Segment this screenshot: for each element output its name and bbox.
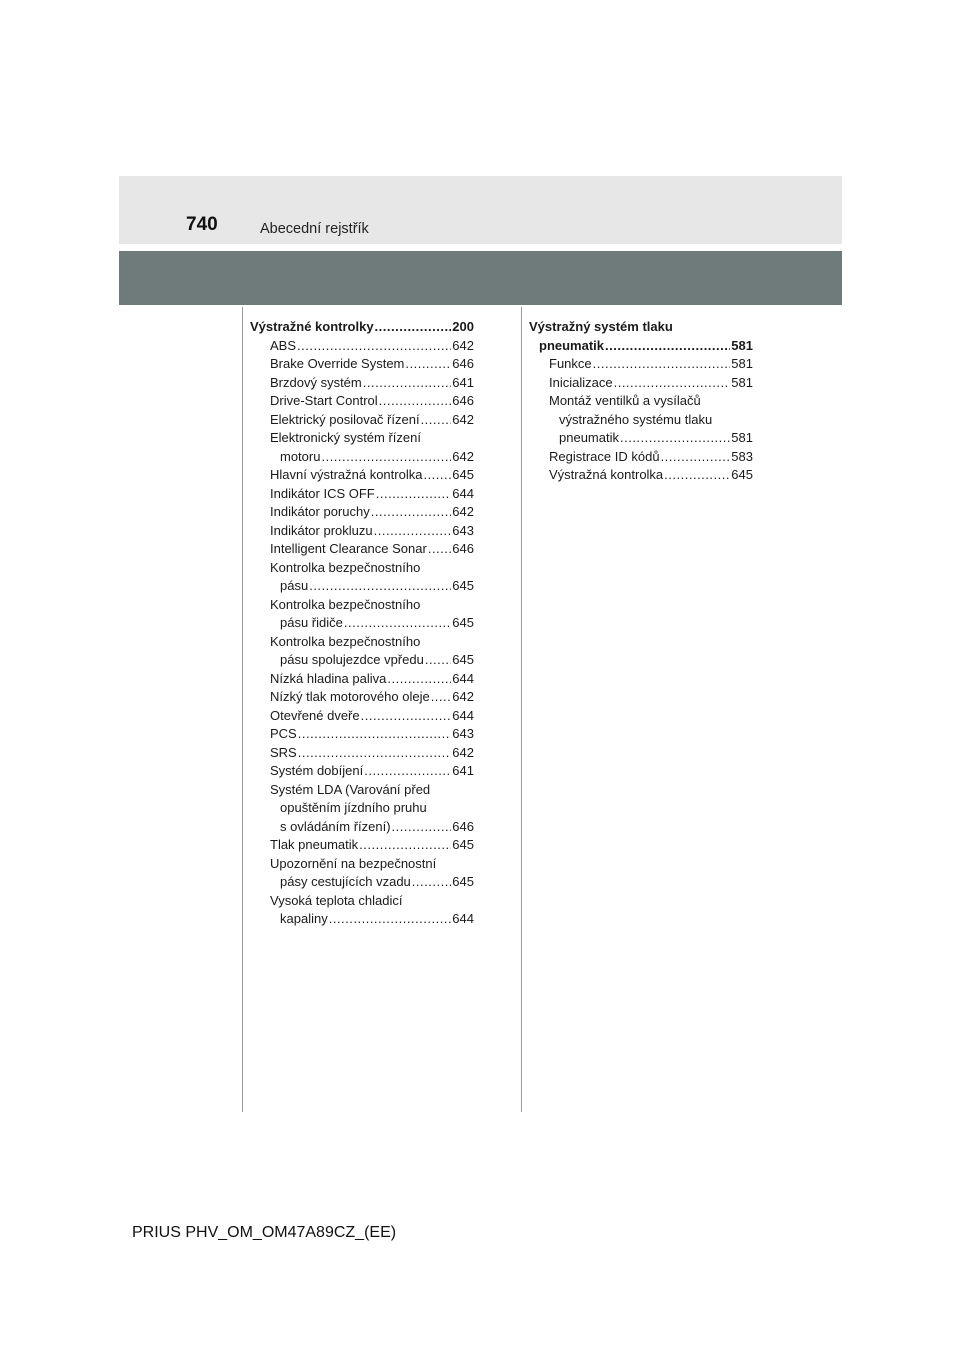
index-entry-text: Výstražná kontrolka: [549, 467, 664, 482]
leader-dots: [431, 688, 452, 707]
index-column-2: [529, 318, 753, 485]
leader-dots: [297, 337, 451, 356]
index-entry-page: 581: [731, 374, 753, 390]
index-entry: [250, 355, 474, 374]
index-entry: [529, 374, 753, 393]
index-entry: [250, 411, 474, 430]
leader-dots: [428, 540, 451, 559]
index-entry-text: Brzdový systém: [270, 374, 362, 390]
index-entry-text: Nízký tlak motorového oleje: [270, 689, 430, 704]
index-entry-text: ABS: [270, 337, 297, 353]
index-entry-text: Upozornění na bezpečnostní: [270, 855, 437, 871]
index-entry-page: 645: [452, 874, 474, 889]
index-entry-page: 642: [452, 411, 474, 427]
index-entry-text: kapaliny: [280, 911, 328, 926]
index-entry-text: Vysoká teplota chladicí: [270, 892, 403, 908]
index-entry: [250, 337, 474, 356]
index-entry: [250, 836, 474, 855]
index-entry-text: Registrace ID kódů: [549, 448, 660, 464]
index-entry-page: 644: [452, 670, 474, 686]
index-entry: [250, 633, 474, 670]
index-entry: [529, 318, 753, 355]
leader-dots: [375, 318, 452, 337]
index-entry-text: Výstražný systém tlaku: [529, 319, 673, 334]
index-entry-page: 581: [731, 356, 753, 371]
document-id: PRIUS PHV_OM_OM47A89CZ_(EE): [132, 1224, 397, 1241]
index-entry-text: Nízká hladina paliva: [270, 670, 387, 686]
index-entry-page: 644: [452, 911, 474, 926]
index-entry-page: 581: [731, 430, 753, 445]
index-entry-text: Výstražné kontrolky: [250, 319, 374, 334]
leader-dots: [359, 836, 451, 855]
index-entry: [250, 466, 474, 485]
leader-dots: [423, 466, 451, 485]
index-entry-text: Systém LDA (Varování před: [270, 781, 431, 797]
index-entry: [250, 318, 474, 337]
leader-dots: [614, 374, 731, 393]
section-title: Abecední rejstřík: [260, 221, 369, 237]
leader-dots: [298, 744, 452, 763]
leader-dots: [379, 392, 452, 411]
leader-dots: [371, 503, 452, 522]
index-entry-text: Funkce: [549, 356, 592, 371]
index-entry: [250, 744, 474, 763]
index-entry: [250, 781, 474, 837]
index-entry-page: 583: [731, 448, 753, 464]
index-entry: [250, 540, 474, 559]
leader-dots: [605, 337, 730, 356]
index-entry-text: motoru: [280, 448, 321, 464]
leader-dots: [387, 670, 451, 689]
leader-dots: [374, 522, 452, 541]
index-entry-page: 645: [452, 578, 474, 593]
index-entry-page: 644: [452, 707, 474, 723]
leader-dots: [344, 614, 451, 633]
index-entry: [250, 503, 474, 522]
index-entry-text: s ovládáním řízení): [280, 818, 391, 834]
index-entry-text: Drive-Start Control: [270, 393, 378, 408]
index-entry-page: 642: [452, 504, 474, 519]
index-entry-page: 200: [452, 319, 474, 334]
index-entry-text: PCS: [270, 726, 297, 741]
index-column-1: [250, 318, 474, 929]
index-entry: [250, 429, 474, 466]
index-entry-text: pásy cestujících vzadu: [280, 874, 411, 889]
index-entry-text: Hlavní výstražná kontrolka: [270, 467, 423, 482]
column-divider-middle: [521, 307, 522, 1112]
index-entry: [250, 596, 474, 633]
index-entry: [250, 762, 474, 781]
index-entry-text: Intelligent Clearance Sonar: [270, 541, 427, 556]
index-entry-page: 645: [452, 615, 474, 630]
index-entry-text: Indikátor prokluzu: [270, 522, 373, 538]
index-entry-text: Tlak pneumatik: [270, 837, 359, 852]
dark-header-bar: [119, 251, 842, 305]
leader-dots: [421, 411, 452, 430]
index-entry-page: 646: [452, 393, 474, 408]
index-entry: [250, 892, 474, 929]
index-entry-text: Kontrolka bezpečnostního: [270, 559, 421, 575]
leader-dots: [392, 818, 452, 837]
index-entry-page: 643: [452, 726, 474, 741]
leader-dots: [620, 429, 730, 448]
leader-dots: [364, 762, 451, 781]
index-entry-text: Brake Override System: [270, 356, 405, 371]
leader-dots: [329, 910, 452, 929]
index-entry: [250, 374, 474, 393]
leader-dots: [376, 485, 452, 504]
index-entry-text: Montáž ventilků a vysílačů: [549, 393, 701, 408]
index-entry-text: Elektrický posilovač řízení: [270, 411, 420, 427]
leader-dots: [363, 374, 452, 393]
index-entry-page: 642: [452, 689, 474, 704]
index-entry-text: Elektronický systém řízení: [270, 430, 421, 445]
index-entry-page: 642: [452, 337, 474, 353]
index-entry-text: Otevřené dveře: [270, 707, 360, 723]
index-entry-text: pásu: [280, 578, 309, 593]
index-entry-text: opuštěním jízdního pruhu: [280, 800, 427, 815]
leader-dots: [405, 355, 451, 374]
index-entry-page: 642: [452, 448, 474, 464]
index-entry: [529, 448, 753, 467]
leader-dots: [298, 725, 452, 744]
index-entry-text: Indikátor ICS OFF: [270, 485, 375, 501]
leader-dots: [664, 466, 730, 485]
index-entry-page: 642: [452, 744, 474, 760]
index-entry: [250, 707, 474, 726]
index-entry: [250, 855, 474, 892]
index-entry-page: 641: [452, 374, 474, 390]
header-band: [119, 176, 842, 244]
column-divider-left: [242, 307, 243, 1112]
index-entry-text: Kontrolka bezpečnostního: [270, 633, 421, 649]
index-entry: [529, 466, 753, 485]
leader-dots: [593, 355, 731, 374]
index-entry-page: 581: [731, 337, 753, 353]
index-entry: [250, 688, 474, 707]
page-number: 740: [186, 214, 218, 235]
index-entry: [250, 522, 474, 541]
leader-dots: [321, 448, 451, 467]
index-entry-page: 644: [452, 485, 474, 501]
index-entry-text: Kontrolka bezpečnostního: [270, 596, 421, 612]
index-entry: [250, 485, 474, 504]
leader-dots: [309, 577, 451, 596]
index-entry-text: výstražného systému tlaku: [559, 411, 713, 427]
index-entry: [250, 725, 474, 744]
index-entry: [250, 670, 474, 689]
index-entry-text: pásu řidiče: [280, 615, 343, 630]
index-entry-text: Systém dobíjení: [270, 763, 364, 778]
leader-dots: [412, 873, 452, 892]
index-entry-page: 641: [452, 763, 474, 778]
index-entry-page: 645: [731, 467, 753, 482]
index-entry: [529, 392, 753, 448]
index-entry-page: 646: [452, 818, 474, 834]
index-entry-page: 643: [452, 522, 474, 538]
leader-dots: [425, 651, 451, 670]
index-entry-page: 645: [452, 652, 474, 667]
index-entry-text: Indikátor poruchy: [270, 504, 370, 519]
index-entry-text: pásu spolujezdce vpředu: [280, 652, 424, 667]
index-entry-page: 645: [452, 467, 474, 482]
leader-dots: [361, 707, 452, 726]
index-entry-text: Inicializace: [549, 374, 613, 390]
index-entry: [529, 355, 753, 374]
index-entry-text: pneumatik: [559, 430, 619, 445]
index-entry-page: 645: [452, 837, 474, 852]
index-entry-page: 646: [452, 541, 474, 556]
leader-dots: [661, 448, 731, 467]
index-entry: [250, 392, 474, 411]
index-entry: [250, 559, 474, 596]
index-entry-page: 646: [452, 356, 474, 371]
index-entry-text: SRS: [270, 744, 297, 760]
index-entry-text: pneumatik: [539, 337, 605, 353]
